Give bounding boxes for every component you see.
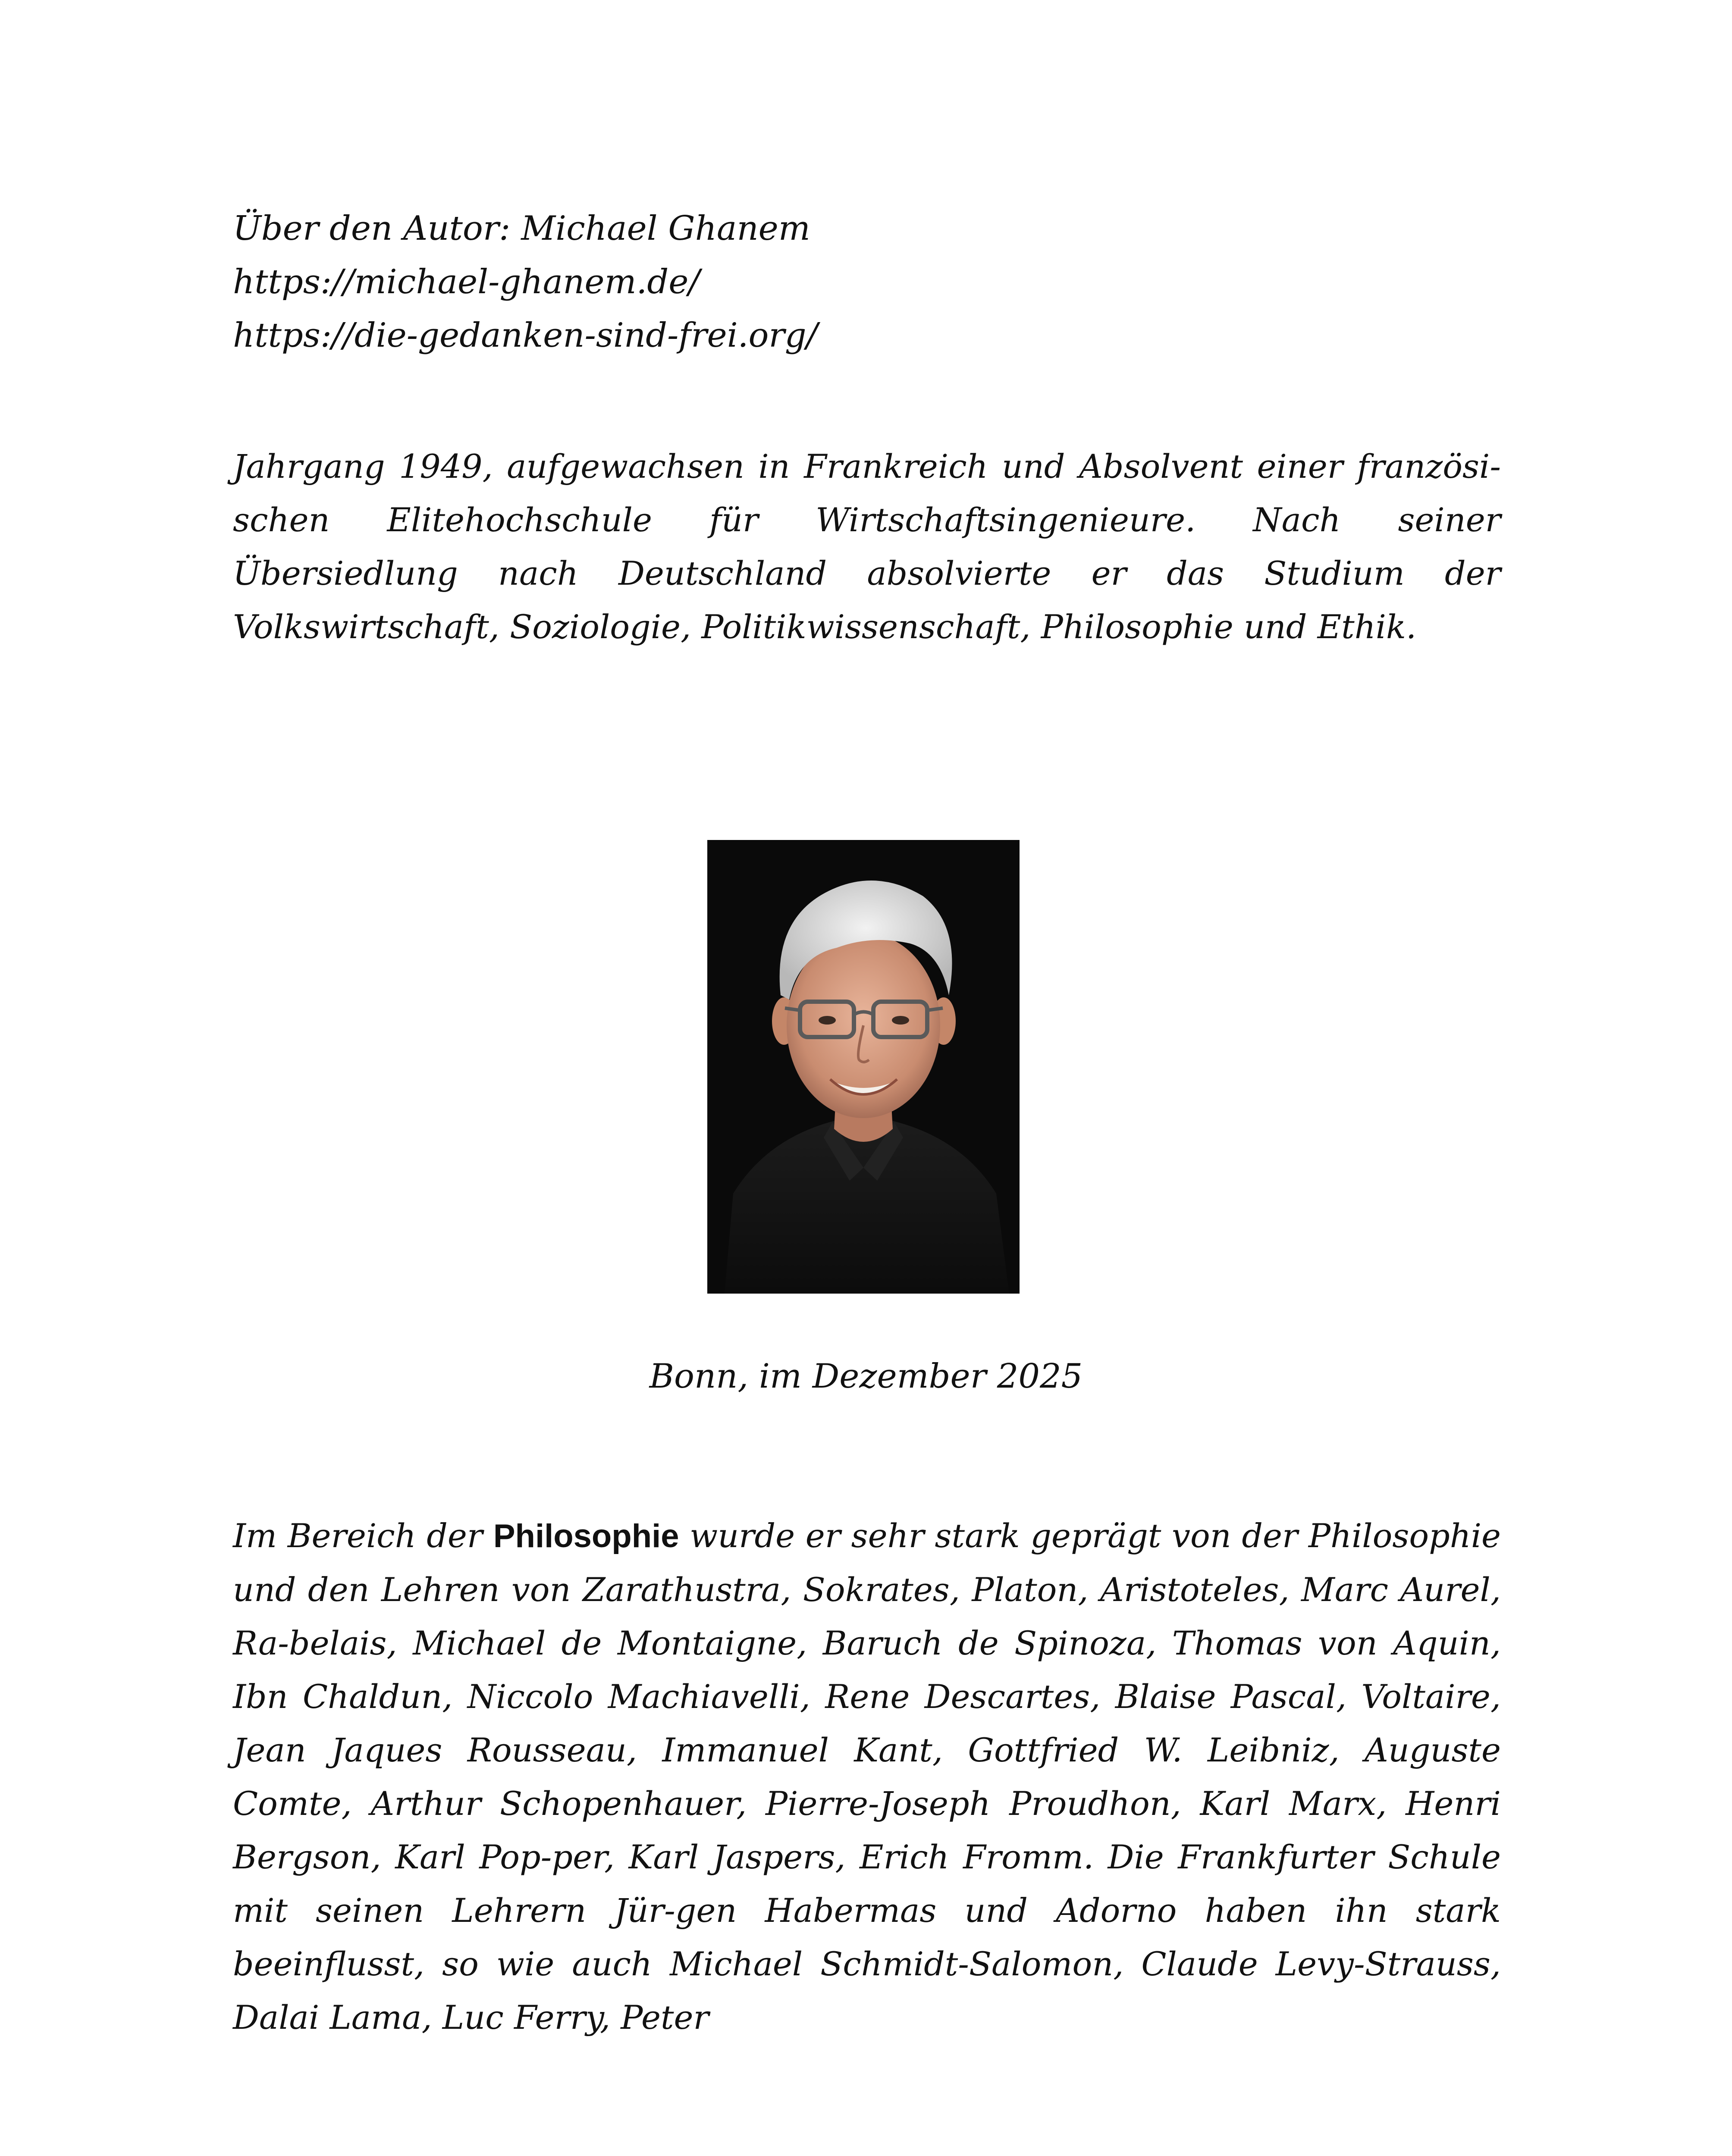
author-photo: [707, 840, 1020, 1294]
biography-paragraph: [233, 440, 1501, 654]
philosophy-paragraph: [233, 1509, 1501, 2044]
author-portrait-image: [707, 840, 1020, 1294]
philosophy-intro: Im Bereich der: [233, 1517, 483, 1555]
blog-website-link[interactable]: https://die-gedanken-sind-frei.org/: [233, 316, 818, 355]
place-date-caption: Bonn, im Dezember 2025: [649, 1357, 1083, 1396]
author-website-link[interactable]: https://michael-ghanem.de/: [233, 263, 700, 301]
author-header: [233, 202, 1501, 362]
philosophy-text: wurde er sehr stark geprägt von der Philosophie und den Lehren von Zarathustra, Sokrates, Platon, Aristoteles, Marc Aurel, Ra-belais, Michael de Montaigne, Baruch de Spinoza, Thomas von Aquin, Ibn Chaldun, Niccolo Machiavelli, Rene Descartes, Blaise Pascal, Voltaire, Jean Jaques Rousseau, Immanuel Kant, Gottfried W. Leibniz, Auguste Comte, Arthur Schopenhauer, Pierre-Joseph Proudhon, Karl Marx, Henri Bergson, Karl Pop-per, Karl Jaspers, Erich Fromm. Die Frankfurter Schule mit seinen Lehrern Jür-gen Habermas und Adorno haben ihn stark beeinflusst, so wie auch Michael Schmidt-Salomon, Claude Levy-Strauss, Dalai Lama, Luc Ferry, Peter: [233, 1517, 1501, 2037]
author-title: Über den Autor: Michael Ghanem: [233, 209, 810, 248]
philosophy-term: Philosophie: [493, 1518, 679, 1554]
biography-text: Jahrgang 1949, aufgewachsen in Frankreich und Absolvent einer französi-schen Elitehochschule für Wirtschaftsingenieure. Nach seiner Übersiedlung nach Deutschland absolvierte er das Studium der Volkswirtschaft, Soziologie, Politikwissenschaft, Philosophie und Ethik.: [233, 447, 1501, 646]
